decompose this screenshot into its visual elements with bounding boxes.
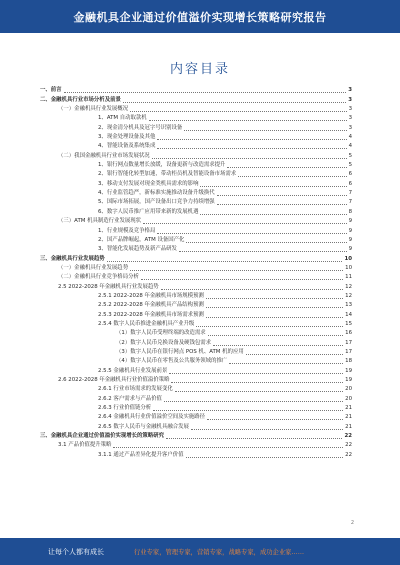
toc-entry[interactable] <box>40 264 352 273</box>
toc-leader-dots <box>141 279 343 280</box>
toc-entry-title: 2.6.3 行业价值链分析 <box>98 405 152 412</box>
toc-leader-dots <box>200 186 346 187</box>
toc-entry[interactable] <box>40 207 352 216</box>
footer-bar <box>0 538 400 565</box>
toc-entry-title: （二）我国金融机具行业市场发展状况 <box>58 152 150 159</box>
toc-entry-page: 6 <box>348 180 352 187</box>
toc-entry[interactable] <box>40 179 352 188</box>
toc-entry-page: 9 <box>348 227 352 234</box>
toc-entry-page: 18 <box>345 358 352 365</box>
toc-entry-title: （2）数字人民币兑换设备及硬钱包需求 <box>116 339 212 346</box>
toc-entry-title: 2、国产品牌崛起，ATM 设备国产化 <box>98 236 185 243</box>
toc-entry-page: 3 <box>348 124 352 131</box>
toc-entry[interactable] <box>40 86 352 95</box>
toc-entry[interactable] <box>40 170 352 179</box>
toc-leader-dots <box>130 111 346 112</box>
toc-leader-dots <box>217 195 347 196</box>
toc-entry[interactable] <box>40 273 352 282</box>
toc-entry[interactable] <box>40 105 352 114</box>
toc-entry[interactable] <box>40 310 352 319</box>
toc-entry-title: （二）金融机具行业竞争格局分析 <box>58 274 139 281</box>
toc-leader-dots <box>171 382 343 383</box>
toc-entry-page: 6 <box>348 171 352 178</box>
toc-entry-title: 4、智能设备及系统集成 <box>98 143 156 150</box>
toc-entry-page: 4 <box>348 134 352 141</box>
toc-entry-page: 20 <box>345 395 352 402</box>
toc-leader-dots <box>196 326 343 327</box>
toc-entry-page: 9 <box>348 218 352 225</box>
toc-leader-dots <box>123 102 346 103</box>
toc-entry[interactable] <box>40 95 352 104</box>
toc-entry-title: 3.1 产品价值提升策略 <box>58 442 112 449</box>
toc-entry[interactable] <box>40 404 352 413</box>
toc-entry-page: 22 <box>344 433 352 440</box>
toc-entry[interactable] <box>40 151 352 160</box>
toc-entry-page: 11 <box>345 274 352 281</box>
toc-entry-title: 6、数字人民币推广应用带来新的发展机遇 <box>98 208 199 215</box>
toc-leader-dots <box>229 363 343 364</box>
toc-entry-page: 7 <box>348 199 352 206</box>
toc-entry-page: 21 <box>345 423 352 430</box>
toc-entry-title: 2.5.5 金融机具行业发展前景 <box>98 367 168 374</box>
toc-entry-title: 3、现金处理设备及其他 <box>98 134 156 141</box>
toc-entry-title: 2.6.1 行业市场需求的发展变化 <box>98 386 173 393</box>
toc-entry[interactable] <box>40 348 352 357</box>
toc-entry-title: 2、银行智能化转型加速，带动柜员机及智能设备市场需求 <box>98 171 237 178</box>
footer-slogan: 让每个人都有成长 <box>48 548 104 556</box>
toc-entry-title: 1、行业规模及竞争格局 <box>98 227 156 234</box>
toc-entry-title: 二、金融机具行业市场分析及前景 <box>40 96 121 103</box>
toc-leader-dots <box>206 317 343 318</box>
table-of-contents <box>40 86 352 460</box>
toc-entry-title: 2.6.4 金融机具行业价值溢价空间及实施路径 <box>98 414 206 421</box>
toc-entry[interactable] <box>40 394 352 403</box>
toc-entry-page: 8 <box>348 208 352 215</box>
toc-entry[interactable] <box>40 123 352 132</box>
toc-entry-page: 9 <box>348 246 352 253</box>
toc-leader-dots <box>186 242 346 243</box>
toc-entry-title: 三、金融机具行业发展趋势 <box>40 255 105 262</box>
toc-leader-dots <box>206 298 343 299</box>
toc-leader-dots <box>166 438 342 439</box>
toc-entry-page: 12 <box>345 292 352 299</box>
toc-leader-dots <box>164 401 343 402</box>
toc-entry[interactable] <box>40 320 352 329</box>
toc-entry-title: 2.5 2022-2028 年金融机具行业发展趋势 <box>58 283 159 290</box>
toc-entry-page: 4 <box>348 143 352 150</box>
toc-entry-page: 10 <box>344 255 352 262</box>
toc-leader-dots <box>206 307 343 308</box>
toc-entry-title: 2.6.5 数字人民币与金融机具融合发展 <box>98 423 189 430</box>
toc-entry-title: 4、行业监管趋严，新标准实施推动设备升级换代 <box>98 190 215 197</box>
toc-entry[interactable] <box>40 338 352 347</box>
toc-entry-title: （3）数字人民币在银行网点 POS 机、ATM 机的应用 <box>116 348 244 355</box>
toc-leader-dots <box>184 130 346 131</box>
toc-entry[interactable] <box>40 366 352 375</box>
toc-entry-page: 22 <box>345 451 352 458</box>
toc-entry-title: 1、银行网点数量增长放缓，设备更新与改造需求提升 <box>98 162 226 169</box>
toc-entry-title: （一）金融机具行业发展概况 <box>58 106 129 113</box>
toc-leader-dots <box>161 289 343 290</box>
toc-entry-title: 2.6.2 客户需求与产品价值 <box>98 395 162 402</box>
toc-entry-page: 20 <box>345 386 352 393</box>
toc-entry-title: 2.5.1 2022-2028 年金融机具市场规模预测 <box>98 292 204 299</box>
toc-leader-dots <box>157 148 346 149</box>
toc-leader-dots <box>191 429 343 430</box>
toc-entry[interactable] <box>40 161 352 170</box>
toc-leader-dots <box>153 410 343 411</box>
toc-entry-page: 17 <box>345 348 352 355</box>
toc-leader-dots <box>107 261 343 262</box>
toc-leader-dots <box>64 92 347 93</box>
toc-leader-dots <box>213 345 343 346</box>
toc-leader-dots <box>227 167 346 168</box>
toc-entry[interactable] <box>40 189 352 198</box>
toc-entry[interactable] <box>40 422 352 431</box>
toc-entry[interactable] <box>40 376 352 385</box>
toc-entry[interactable] <box>40 413 352 422</box>
toc-entry-title: 2、现金清分机具及冠字号识别设备 <box>98 124 183 131</box>
toc-leader-dots <box>143 223 347 224</box>
toc-leader-dots <box>169 373 343 374</box>
toc-entry[interactable] <box>40 198 352 207</box>
toc-entry-title: 2.5.3 2022-2028 年金融机具市场需求预测 <box>98 311 204 318</box>
toc-entry-title: （1）数字人民币受理终端的改造需求 <box>116 330 206 337</box>
toc-entry[interactable] <box>40 385 352 394</box>
toc-leader-dots <box>175 391 343 392</box>
toc-leader-dots <box>130 270 343 271</box>
toc-entry-page: 17 <box>345 339 352 346</box>
toc-entry-title: （一）金融机具行业发展趋势 <box>58 264 129 271</box>
toc-entry-page: 7 <box>348 190 352 197</box>
toc-entry[interactable] <box>40 357 352 366</box>
report-header <box>0 0 400 33</box>
toc-entry[interactable] <box>40 254 352 263</box>
toc-entry[interactable] <box>40 142 352 151</box>
toc-entry-page: 9 <box>348 236 352 243</box>
toc-entry[interactable] <box>40 236 352 245</box>
toc-entry[interactable] <box>40 114 352 123</box>
toc-entry-title: 3、移动支付发展对现金类机具需求的影响 <box>98 180 199 187</box>
toc-entry-title: 一、前言 <box>40 87 62 94</box>
toc-entry-title: 2.6 2022-2028 年金融机具行业价值溢价策略 <box>58 377 170 383</box>
toc-entry-page: 19 <box>345 377 352 383</box>
toc-entry[interactable] <box>40 292 352 301</box>
toc-entry[interactable] <box>40 450 352 459</box>
toc-entry[interactable] <box>40 245 352 254</box>
toc-entry-page: 15 <box>345 320 352 327</box>
toc-leader-dots <box>217 204 347 205</box>
footer-tagline: 行业专家，管理专家，营销专家，战略专家，成功企业家…… <box>134 549 305 556</box>
toc-entry-page: 12 <box>345 283 352 290</box>
toc-leader-dots <box>152 158 347 159</box>
toc-entry-title: 3、智能化发展趋势及新产品研发 <box>98 246 177 253</box>
toc-entry[interactable] <box>40 329 352 338</box>
toc-leader-dots <box>179 251 347 252</box>
toc-entry[interactable] <box>40 133 352 142</box>
toc-entry-page: 5 <box>348 152 352 159</box>
toc-heading: 内容目录 <box>169 62 230 77</box>
toc-leader-dots <box>207 419 343 420</box>
toc-entry[interactable] <box>40 441 352 450</box>
toc-entry-page: 3 <box>348 106 352 113</box>
toc-entry-page: 14 <box>345 311 352 318</box>
toc-entry-title: 三、金融机具企业通过价值溢价实现增长的策略研究 <box>40 433 164 440</box>
toc-entry-page: 3 <box>348 96 352 103</box>
toc-leader-dots <box>186 457 344 458</box>
toc-entry-page: 22 <box>345 442 352 449</box>
toc-entry[interactable] <box>40 226 352 235</box>
toc-leader-dots <box>157 233 346 234</box>
page-number: 2 <box>350 520 354 526</box>
toc-entry-title: 1、ATM 自动取款机 <box>98 115 147 122</box>
toc-entry-page: 3 <box>348 87 352 94</box>
toc-entry-title: 5、国际市场拓展，国产设备出口竞争力持续增强 <box>98 199 215 206</box>
toc-leader-dots <box>149 120 347 121</box>
toc-entry-page: 21 <box>345 405 352 412</box>
toc-entry-title: 2.5.2 2022-2028 年金融机具产品结构预测 <box>98 302 204 309</box>
toc-entry-title: （三）ATM 机具制造行业发展现状 <box>58 218 142 225</box>
toc-entry-page: 16 <box>345 330 352 337</box>
toc-entry-page: 3 <box>348 115 352 122</box>
toc-leader-dots <box>157 139 346 140</box>
toc-entry[interactable] <box>40 217 352 226</box>
toc-entry-page: 19 <box>345 367 352 374</box>
toc-leader-dots <box>113 447 343 448</box>
toc-entry[interactable] <box>40 282 352 291</box>
toc-leader-dots <box>238 176 346 177</box>
toc-entry[interactable] <box>40 301 352 310</box>
toc-entry-page: 21 <box>345 414 352 421</box>
toc-leader-dots <box>246 354 343 355</box>
toc-entry-title: （4）数字人民币在零售及公共服务领域的推广 <box>116 358 228 365</box>
toc-entry[interactable] <box>40 432 352 441</box>
toc-entry-page: 5 <box>348 162 352 169</box>
toc-entry-page: 13 <box>345 302 352 309</box>
toc-leader-dots <box>200 214 346 215</box>
toc-entry-title: 3.1.1 通过产品差异化提升客户价值 <box>98 451 184 458</box>
toc-leader-dots <box>208 335 343 336</box>
toc-entry-title: 2.5.4 数字人民币推进金融机具产业升级 <box>98 320 195 327</box>
report-title: 金融机具企业通过价值溢价实现增长策略研究报告 <box>73 10 327 24</box>
toc-entry-page: 10 <box>345 264 352 271</box>
